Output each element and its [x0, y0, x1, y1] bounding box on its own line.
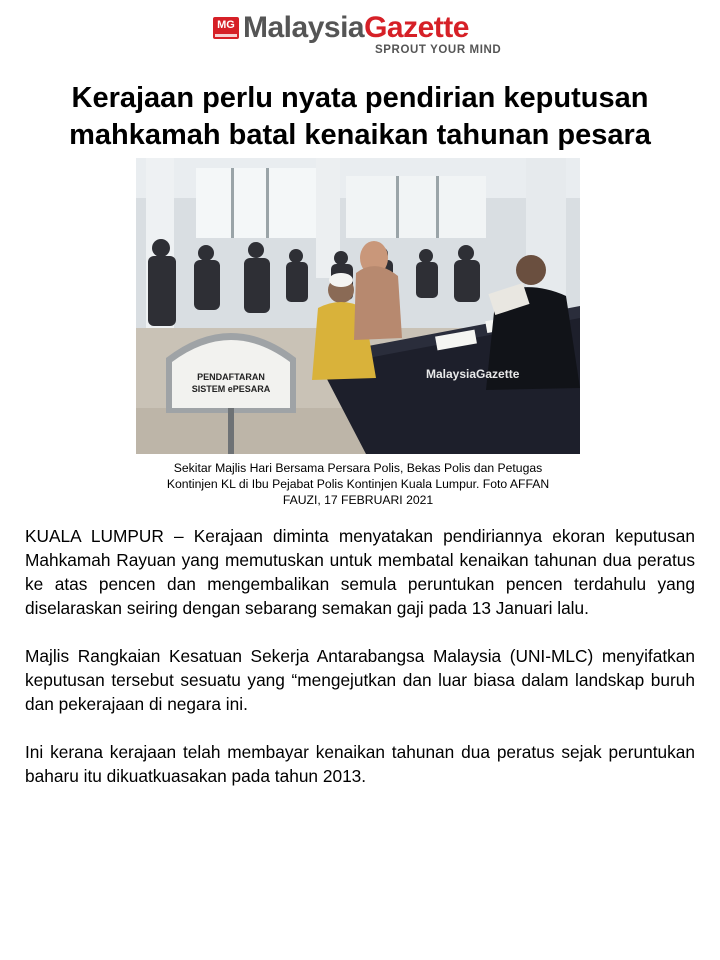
photo-sign-line1: PENDAFTARAN — [197, 372, 265, 382]
mg-badge-logo — [213, 17, 239, 39]
photo-watermark: MalaysiaGazette — [426, 367, 520, 381]
article-paragraph-1: KUALA LUMPUR – Kerajaan diminta menyatakan pendiriannya ekoran keputusan Mahkamah Rayuan yang memutuskan untuk membatal kenaikan tahunan dua peratus ke atas pencen dan mengembalikan semula peruntukan pencen terdahulu yang diselaraskan seiring dengan sebarang semakan gaji pada 13 Januari lalu. — [25, 526, 695, 618]
article-headline: Kerajaan perlu nyata pendirian keputusan mahkamah batal kenaikan tahunan pesara — [69, 82, 651, 151]
photo-caption: Sekitar Majlis Hari Bersama Persara Polis, Bekas Polis dan Petugas Kontinjen KL di Ibu Pejabat Polis Kontinjen Kuala Lumpur. Foto AFFAN FAUZI, 17 FEBRUARI 2021 — [166, 461, 550, 507]
brand-gazette: Gazette — [364, 11, 469, 44]
photo-sign-line2: SISTEM ePESARA — [191, 384, 271, 394]
photo-illustration — [136, 158, 580, 454]
mg-badge-text: MG — [217, 19, 235, 31]
article-paragraph-3: Ini kerana kerajaan telah membayar kenaikan tahunan dua peratus sejak peruntukan baharu itu dikuatkuasakan pada tahun 2013. — [25, 742, 695, 786]
article-paragraph-2: Majlis Rangkaian Kesatuan Sekerja Antarabangsa Malaysia (UNI-MLC) menyifatkan keputusan tersebut sesuatu yang “mengejutkan dan luar biasa dalam landskap buruh dan pekerajaan di negara ini. — [25, 646, 695, 714]
article-body — [25, 524, 695, 812]
article-photo — [136, 158, 580, 454]
brand-name — [243, 11, 469, 45]
brand-tagline: SPROUT YOUR MIND — [375, 44, 502, 56]
brand-malaysia: Malaysia — [243, 11, 365, 44]
masthead-logo — [213, 11, 513, 58]
